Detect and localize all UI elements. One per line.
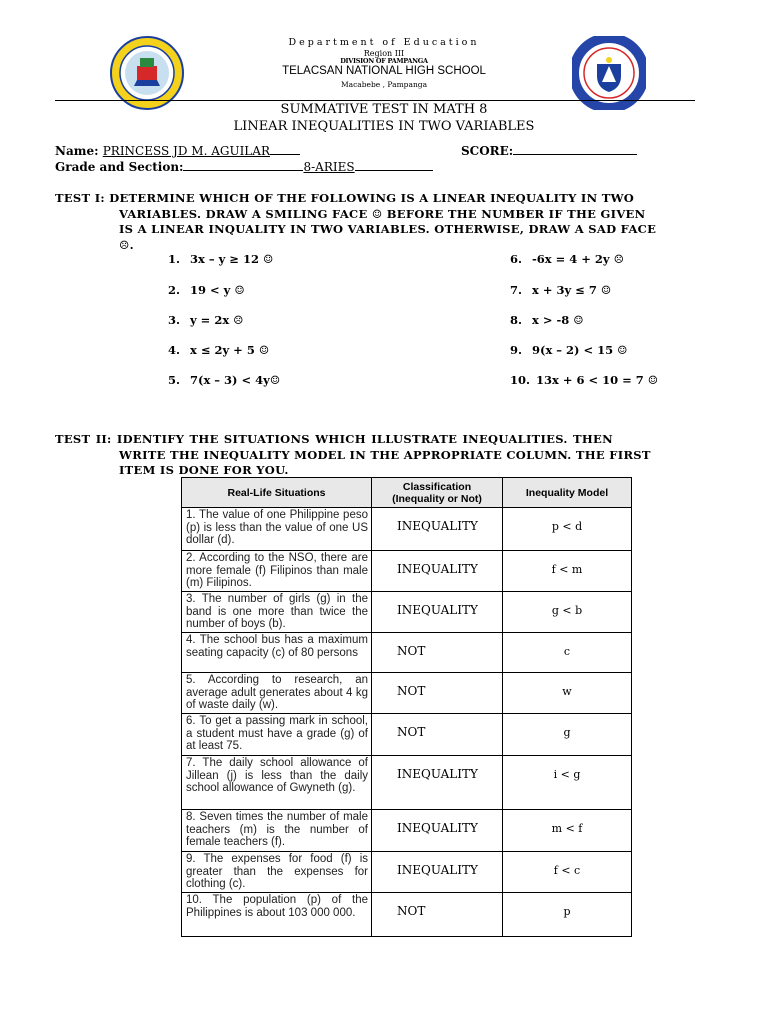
grade-blank-after xyxy=(355,159,433,171)
classification-cell: INEQUALITY xyxy=(372,852,503,893)
model-cell: p < d xyxy=(503,508,632,551)
division-label: DIVISION OF PAMPANGA xyxy=(340,57,428,65)
model-cell: f < m xyxy=(503,551,632,592)
model-cell: w xyxy=(503,673,632,714)
test2-line3: ITEM IS DONE FOR YOU. xyxy=(119,463,289,477)
test1-instructions xyxy=(55,191,700,253)
test2-instructions xyxy=(55,432,700,479)
inequality-table xyxy=(181,477,632,937)
school-name: TELACSAN NATIONAL HIGH SCHOOL xyxy=(282,65,486,77)
classification-cell: INEQUALITY xyxy=(372,810,503,852)
situation-cell: 6. To get a passing mark in school, a student must have a grade (g) of at least 75. xyxy=(182,714,372,756)
situation-cell: 3. The number of girls (g) in the band is one more than twice the number of boys (b). xyxy=(182,592,372,633)
situation-cell: 4. The school bus has a maximum seating capacity (c) of 80 persons xyxy=(182,633,372,673)
table-row xyxy=(182,714,632,756)
header-model: Inequality Model xyxy=(503,478,632,508)
classification-cell: INEQUALITY xyxy=(372,551,503,592)
test1-item: 3. y = 2x ☹ xyxy=(168,313,244,327)
department-name: Department of Education xyxy=(288,37,480,48)
classification-cell: INEQUALITY xyxy=(372,508,503,551)
situation-cell: 7. The daily school allowance of Jillean (j) is less than the daily school allowance of Gwyneth (g). xyxy=(182,756,372,810)
table-row xyxy=(182,756,632,810)
region-label: Region III xyxy=(363,49,405,58)
table-row xyxy=(182,633,632,673)
score-line xyxy=(461,143,637,158)
grade-line xyxy=(55,159,433,174)
table-row xyxy=(182,551,632,592)
test-subtitle: LINEAR INEQUALITIES IN TWO VARIABLES xyxy=(233,119,535,134)
table-row xyxy=(182,673,632,714)
table-row xyxy=(182,810,632,852)
classification-cell: NOT xyxy=(372,673,503,714)
model-cell: i < g xyxy=(503,756,632,810)
table-row xyxy=(182,508,632,551)
score-label: SCORE: xyxy=(461,144,514,158)
table-row xyxy=(182,592,632,633)
test1-item: 8. x > -8 ☺ xyxy=(510,313,584,327)
test1-item: 10. 13x + 6 < 10 = 7 ☺ xyxy=(510,373,659,387)
test1-line2: VARIABLES. DRAW A SMILING FACE ☺ BEFORE THE NUMBER IF THE GIVEN xyxy=(119,206,646,221)
name-label: Name: xyxy=(55,144,99,158)
grade-blank-before xyxy=(183,159,303,171)
test2-line2: WRITE THE INEQUALITY MODEL IN THE APPROPRIATE COLUMN. THE FIRST xyxy=(119,447,651,462)
grade-label: Grade and Section: xyxy=(55,160,184,174)
table-row xyxy=(182,893,632,937)
classification-cell: NOT xyxy=(372,714,503,756)
test2-line1: TEST II: IDENTIFY THE SITUATIONS WHICH ILLUSTRATE INEQUALITIES. THEN xyxy=(55,432,613,446)
school-address: Macabebe , Pampanga xyxy=(340,80,428,89)
grade-value: 8-ARIES xyxy=(303,160,355,174)
test1-item: 7. x + 3y ≤ 7 ☺ xyxy=(510,283,612,297)
test1-line1: TEST I: DETERMINE WHICH OF THE FOLLOWING IS A LINEAR INEQUALITY IN TWO xyxy=(55,191,635,205)
model-cell: g xyxy=(503,714,632,756)
model-cell: m < f xyxy=(503,810,632,852)
situation-cell: 8. Seven times the number of male teachers (m) is the number of female teachers (f). xyxy=(182,810,372,852)
test-title: SUMMATIVE TEST IN MATH 8 xyxy=(280,102,488,117)
test1-item: 4. x ≤ 2y + 5 ☺ xyxy=(168,343,270,357)
situation-cell: 9. The expenses for food (f) is greater than the expenses for clothing (c). xyxy=(182,852,372,893)
test1-line3: IS A LINEAR INQUALITY IN TWO VARIABLES. OTHERWISE, DRAW A SAD FACE xyxy=(119,222,657,236)
table-header-row xyxy=(182,478,632,508)
header-situation: Real-Life Situations xyxy=(182,478,372,508)
classification-cell: NOT xyxy=(372,893,503,937)
model-cell: p xyxy=(503,893,632,937)
header-classification: Classification (Inequality or Not) xyxy=(372,478,503,508)
model-cell: f < c xyxy=(503,852,632,893)
classification-cell: INEQUALITY xyxy=(372,756,503,810)
test1-item: 5. 7(x – 3) < 4y☺ xyxy=(168,373,281,387)
test1-line4: ☹. xyxy=(119,237,134,252)
model-cell: g < b xyxy=(503,592,632,633)
score-blank xyxy=(513,143,637,155)
situation-cell: 2. According to the NSO, there are more female (f) Filipinos than male (m) Filipinos. xyxy=(182,551,372,592)
situation-cell: 10. The population (p) of the Philippines is about 103 000 000. xyxy=(182,893,372,937)
classification-cell: NOT xyxy=(372,633,503,673)
model-cell: c xyxy=(503,633,632,673)
test1-item: 9. 9(x – 2) < 15 ☺ xyxy=(510,343,628,357)
situation-cell: 1. The value of one Philippine peso (p) is less than the value of one US dollar (d). xyxy=(182,508,372,551)
name-line xyxy=(55,143,300,158)
situation-cell: 5. According to research, an average adult generates about 4 kg of waste daily (w). xyxy=(182,673,372,714)
test1-item: 2. 19 < y ☺ xyxy=(168,283,245,297)
name-blank xyxy=(270,143,300,155)
name-value: PRINCESS JD M. AGUILAR xyxy=(102,144,270,158)
table-row xyxy=(182,852,632,893)
test1-item: 1. 3x – y ≥ 12 ☺ xyxy=(168,252,274,266)
classification-cell: INEQUALITY xyxy=(372,592,503,633)
header-divider xyxy=(55,100,695,101)
test1-item: 6. -6x = 4 + 2y ☹ xyxy=(510,252,624,266)
